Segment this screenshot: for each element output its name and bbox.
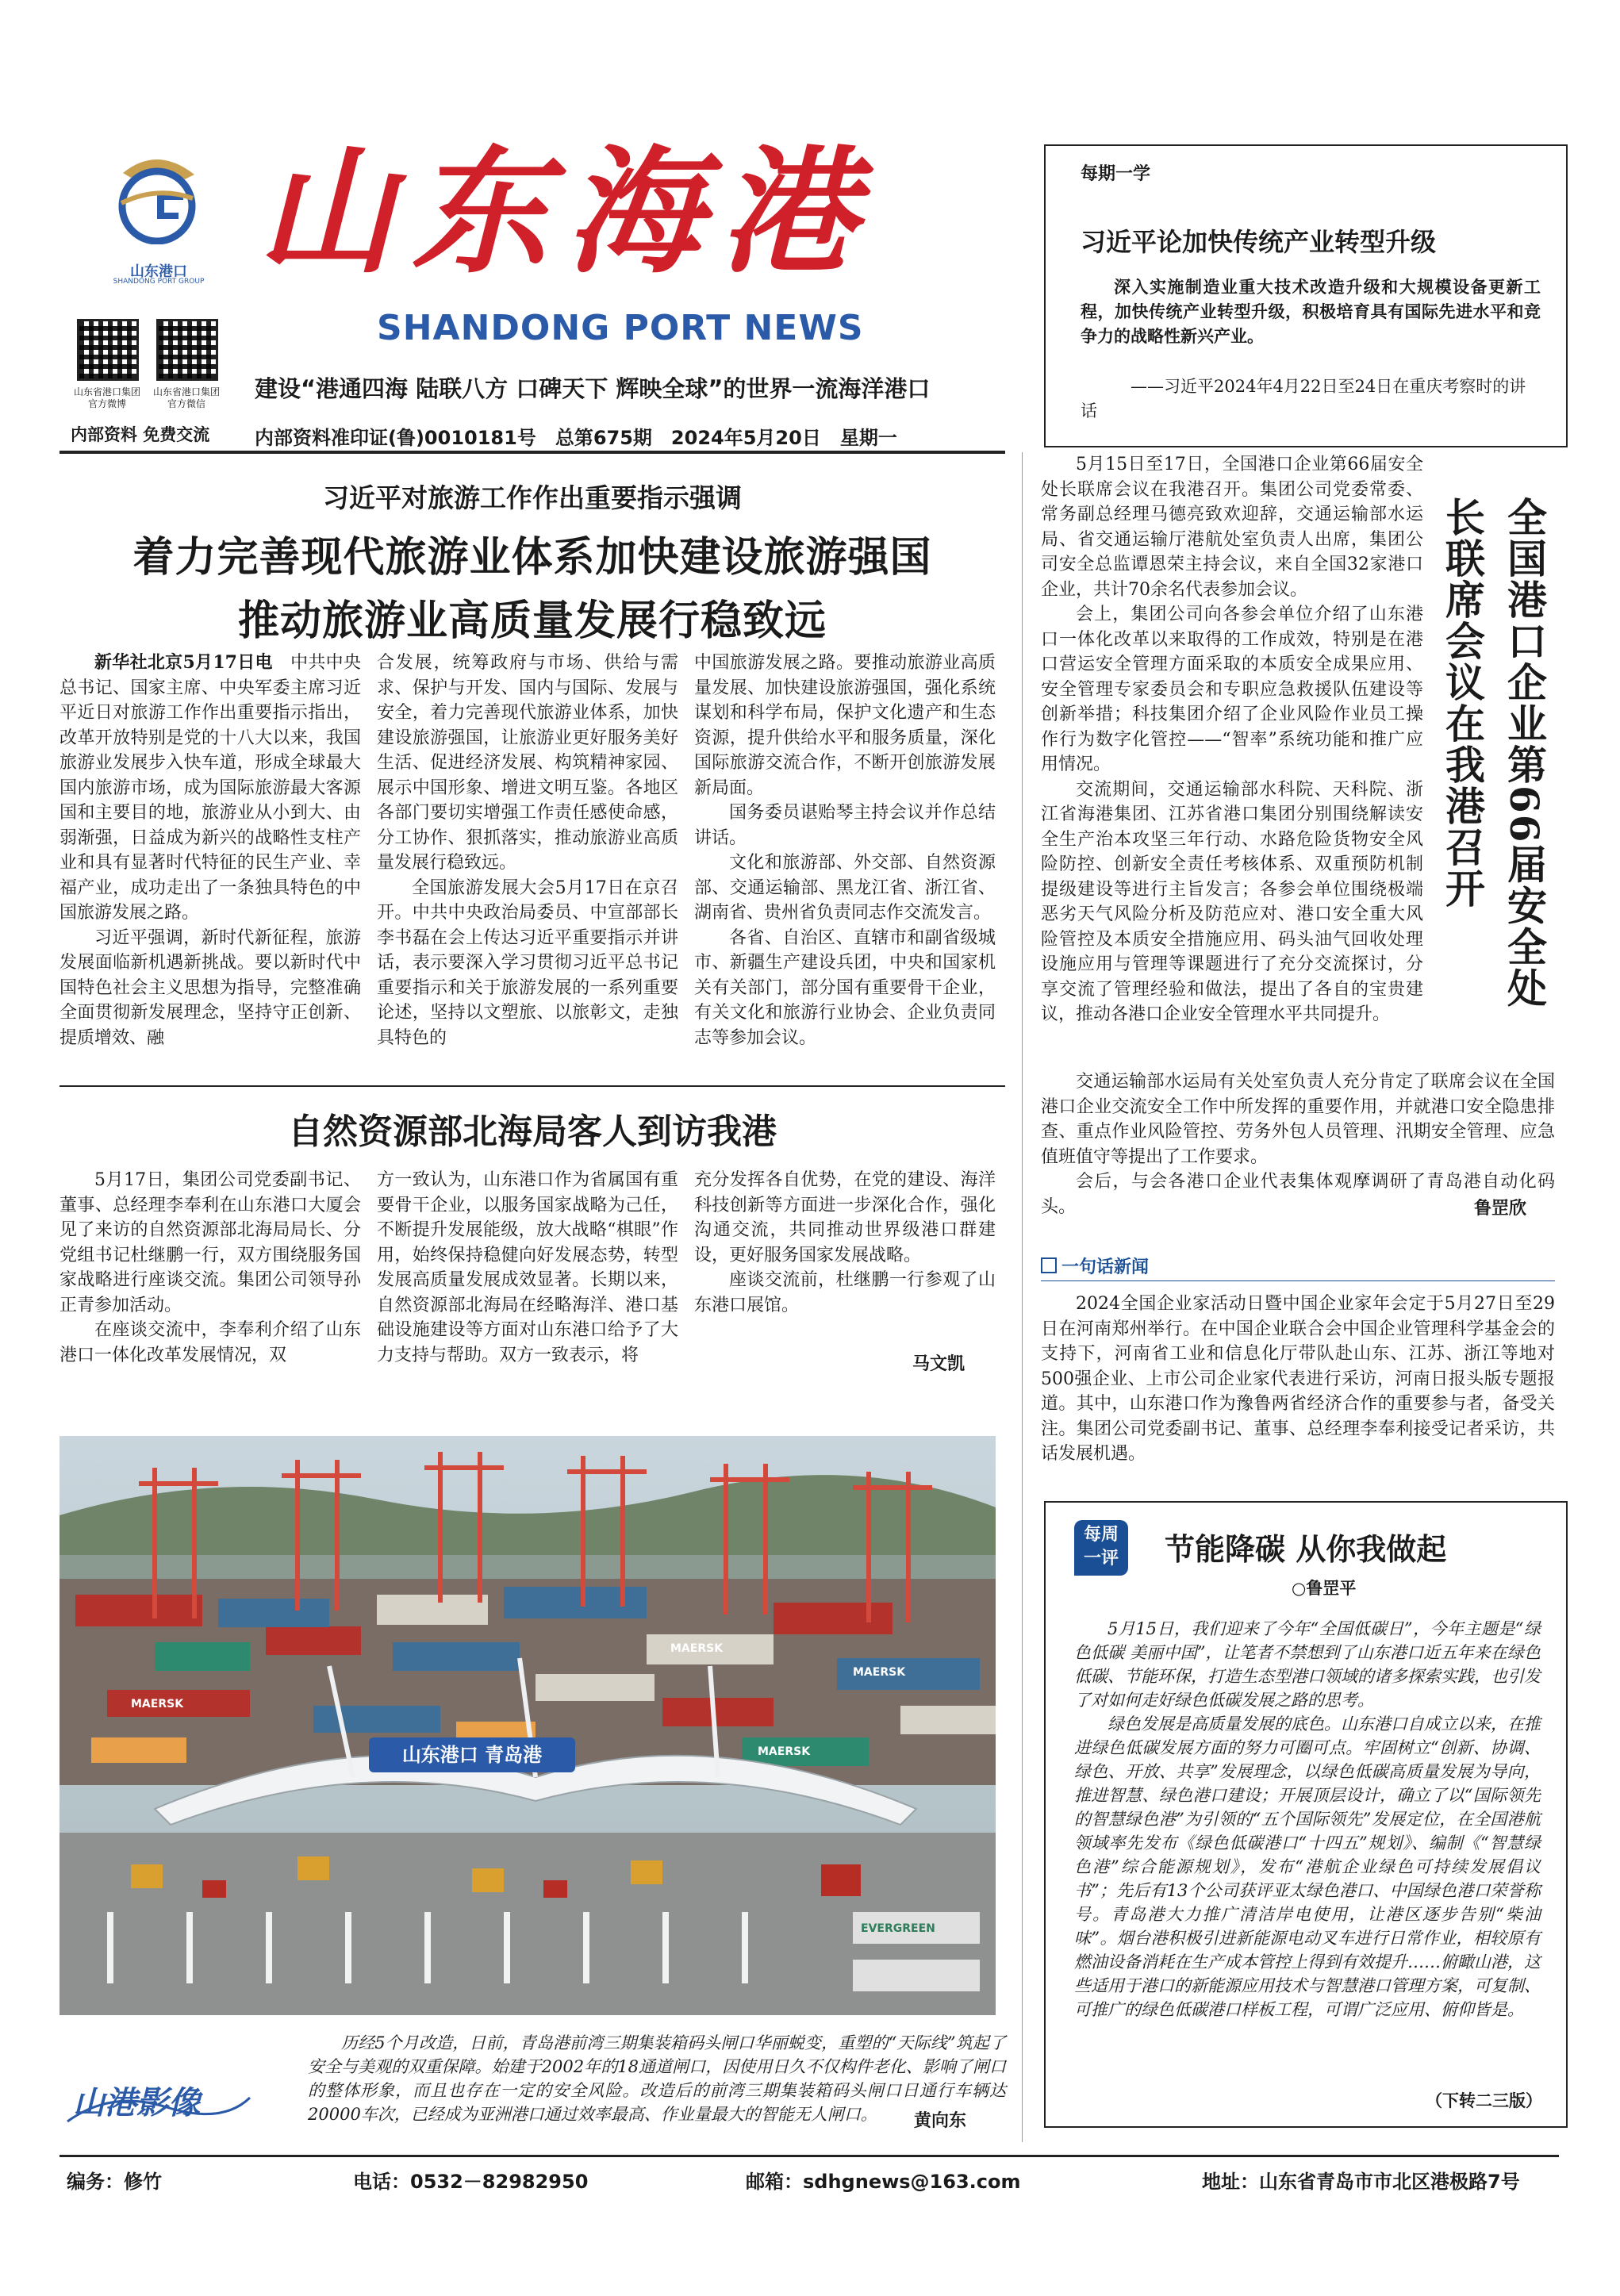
ocean-column-2: 方一致认为，山东港口作为省属国有重要骨干企业，以服务国家战略为己任，不断提升发展能级，放大战略“棋眼”作用，始终保持稳健向好发展态势，转型发展高质量发展成效显著。长期以来，自然资源部北海局在经略海洋、港口基础设施建设等方面对山东港口给予了大力支持与帮助。双方一致表示，将 (377, 1170, 678, 1365)
footer-email: 邮箱：sdhgnews@163.com (746, 2171, 1021, 2193)
photo-author: 黄向东 (914, 2110, 967, 2131)
port-meeting-headline (1428, 497, 1555, 1036)
internal-note: 内部资料 免费交流 (71, 425, 210, 444)
brief-news-body: 2024全国企业家活动日暨中国企业家年会定于5月27日至29日在河南郑州举行。在中国企业联合会中国企业管理科学基金会的支持下，河南省工业和信息化厅带队赴山东、江苏、浙江等地对500强企业、上市公司企业家代表进行采访，河南日报头版专题报道。其中，山东港口作为豫鲁两省经济合作的重要参与者，备受关注。集团公司党委副书记、董事、总经理李奉利接受记者采访，共话发展机遇。 (1041, 1294, 1555, 1464)
lead-column-2: 合发展，统筹政府与市场、供给与需求、保护与开发、国内与国际、发展与安全，着力完善现代旅游业体系，加快建设旅游强国，让旅游业更好服务美好生活、促进经济发展、构筑精神家园、展示中国形象、增进文明互鉴。各地区各部门要切实增强工作责任感使命感，分工协作、狠抓落实，推动旅游业高质量发展行稳致远。 全国旅游发展大会5月17日在京召开。中共中央政治局委员、中宣部部长李书磊在会上传达习近平重要指示并讲话，表示要深入学习贯彻习近平总书记重要指示和关于旅游发展的一系列重要论述，坚持以文塑旅、以旅彰文，走独具特色的 (377, 653, 678, 1048)
lead-headline-2: 推动旅游业高质量发展行稳致远 (237, 597, 827, 645)
wechat-qr-code[interactable] (156, 319, 218, 381)
footer-divider (60, 2155, 1559, 2157)
logo-subcaption: SHANDONG PORT GROUP (113, 278, 205, 286)
issue-line: 内部资料准印证(鲁)0010181号 总第675期 2024年5月20日 星期一 (255, 427, 897, 449)
qr2-label: 山东省港口集团官方微信 (152, 386, 220, 409)
port-meeting-author: 鲁罡欣 (1474, 1198, 1527, 1219)
ocean-bureau-headline: 自然资源部北海局客人到访我港 (288, 1112, 777, 1152)
logo-caption: 山东港口 (130, 263, 187, 280)
weekly-review-body: 5月15日，我们迎来了今年“全国低碳日”，今年主题是“绿色低碳 美丽中国”，让笔者不禁想到了山东港口近五年来在绿色低碳、节能环保，打造生态型港口领域的诸多探索实践，也引发了对如何走好绿色低碳发展之路的思考。 绿色发展是高质量发展的底色。山东港口自成立以来，在推进绿色低碳发展方面的努力可圈可点。牢固树立“创新、协调、绿色、开放、共享”发展理念，以绿色低碳高质量发展为导向，推进智慧、绿色港口建设；开展顶层设计，确立了以“国际领先的智慧绿色港”为引领的“五个国际领先”发展定位，在全国港航领域率先发布《绿色低碳港口“十四五”规划》、编制《“智慧绿色港”综合能源规划》，发布“港航企业绿色可持续发展倡议书”；先后有13个公司获评亚太绿色港口、中国绿色港口荣誉称号。青岛港大力推广清洁岸电使用，让港区逐步告别“柴油味”。烟台港积极引进新能源电动叉车进行日常作业，相较原有燃油设备消耗在生产成本管控上得到有效提升……俯瞰山港，这些适用于港口的新能源应用技术与智慧港口管理方案，可复制、可推广的绿色低碳港口样板工程，可谓广泛应用、俯仰皆是。 (1074, 1619, 1541, 2019)
container-label: MAERSK (131, 1698, 184, 1710)
weekly-review-badge: 每周 一评 (1074, 1520, 1128, 1576)
lead-divider (60, 1085, 1005, 1087)
masthead (60, 131, 1023, 460)
svg-text:山港影像: 山港影像 (73, 2084, 200, 2121)
lead-headline-1: 着力完善现代旅游业体系加快建设旅游强国 (132, 533, 932, 582)
lead-kicker: 习近平对旅游工作作出重要指示强调 (323, 482, 742, 513)
newspaper-title: 山东海港 (258, 131, 873, 292)
ocean-author: 马文凯 (912, 1353, 965, 1374)
port-meeting-headline-text: 全国港口企业第66届安全处长联席会议在我港召开 (1439, 497, 1548, 1009)
lead-column-1: 新华社北京5月17日电 中共中央总书记、国家主席、中央军委主席习近平近日对旅游工作作出重要指示指出，改革开放特别是党的十八大以来，我国旅游业发展步入快车道，形成全球最大国内旅游市场，成为国际旅游最大客源国和主要目的地，旅游业从小到大、由弱渐强，日益成为新兴的战略性支柱产业和具有显著时代特征的民生产业、幸福产业，成功走出了一条独具特色的中国旅游发展之路。 习近平强调，新时代新征程，旅游发展面临新机遇新挑战。要以新时代中国特色社会主义思想为指导，完整准确全面贯彻新发展理念，坚持守正创新、提质增效、融 (60, 652, 361, 1048)
continued-note: （下转二三版） (1426, 2091, 1542, 2110)
ocean-column-3: 充分发挥各自优势，在党的建设、海洋科技创新等方面进一步深化合作，强化沟通交流，共同推动世界级港口群建设，更好服务国家发展战略。 座谈交流前，杜继鹏一行参观了山东港口展馆。 (694, 1170, 996, 1315)
footer-phone: 电话：0532－82982950 (353, 2171, 589, 2193)
footer-address: 地址：山东省青岛市市北区港极路7号 (1202, 2171, 1520, 2193)
weekly-quote-tag: 每期一学 (1081, 163, 1151, 184)
container-label: MAERSK (853, 1666, 906, 1679)
port-meeting-body-top: 5月15日至17日，全国港口企业第66届安全处长联席会议在我港召开。集团公司党委常委、常务副总经理马德亮致欢迎辞，交通运输部水运局、省交通运输厅港航处室负责人出席，集团公司安全总监谭恩荣主持会议，来自全国32家港口企业，共计70余名代表参加会议。 会上，集团公司向各参会单位介绍了山东港口一体化改革以来取得的工作成效，特别是在港口营运安全管理方面采取的本质安全成果应用、安全管理专家委员会和专职应急救援队伍建设等创新举措；科技集团介绍了企业风险作业员工操作行为数字化管控——“智率”系统功能和推广应用情况。 交流期间，交通运输部水科院、天科院、浙江省海港集团、江苏省港口集团分别围绕解读安全生产治本攻坚三年行动、水路危险货物安全风险防控、创新安全责任考核体系、双重预防机制提级建设等进行主旨发言；各参会单位围绕极端恶劣天气风险分析及防范应对、港口安全重大风险管控及本质安全措施应用、码头油气回收处理设施应用与管理等课题进行了充分交流探讨，分享交流了管理经验和做法，提出了各自的宝贵建议，推动各港口企业安全管理水平共同提升。 (1041, 455, 1423, 1024)
weekly-review-author: ○鲁罡平 (1292, 1578, 1357, 1598)
container-label: EVERGREEN (861, 1922, 935, 1935)
weibo-qr-code[interactable] (77, 319, 139, 381)
photo-caption: 历经5个月改造，日前，青岛港前湾三期集装箱码头闸口华丽蜕变，重塑的“天际线”筑起了安全与美观的双重保障。始建于2002年的18通道闸口，因使用日久不仅构件老化、影响了闸口的整体形象，而且也存在一定的安全风险。改造后的前湾三期集装箱码头闸口日通行车辆达20000车次，已经成为亚洲港口通过效率最高、作业量最大的智能无人闸口。 (308, 2033, 1006, 2124)
masthead-divider (60, 451, 1005, 454)
weekly-review-box (1044, 1501, 1568, 2128)
newspaper-title-en: SHANDONG PORT NEWS (377, 308, 864, 348)
column-divider (1022, 452, 1023, 2142)
lead-dateline: 新华社北京5月17日电 (94, 652, 273, 673)
footer-editor: 编务：修竹 (67, 2171, 162, 2193)
lead-column-3: 中国旅游发展之路。要推动旅游业高质量发展、加快建设旅游强国，强化系统谋划和科学布局，保护文化遗产和生态资源，提升供给水平和服务质量，深化国际旅游交流合作，不断开创旅游发展新局面。 国务委员谌贻琴主持会议并作总结讲话。 文化和旅游部、外交部、自然资源部、交通运输部、黑龙江省、浙江省、湖南省、贵州省负责同志作交流发言。 各省、自治区、直辖市和副省级城市、新疆生产建设兵团，中央和国家机关有关部门，部分国有重要骨干企业，有关文化和旅游行业协会、企业负责同志等参加会议。 (694, 653, 996, 1048)
weekly-quote-source: ——习近平2024年4月22日至24日在重庆考察时的讲话 (1081, 377, 1526, 420)
container-label: MAERSK (758, 1745, 811, 1758)
brief-news-underline (1041, 1280, 1555, 1281)
brief-news-tag: 一句话新闻 (1041, 1254, 1149, 1278)
ocean-column-1: 5月17日，集团公司党委副书记、董事、总经理李奉利在山东港口大厦会见了来访的自然资源部北海局局长、分党组书记杜继鹏一行，双方围绕服务国家战略进行座谈交流。集团公司领导孙正青参加活动。 在座谈交流中，李奉利介绍了山东港口一体化改革发展情况，双 (60, 1170, 361, 1365)
square-bullet-icon (1041, 1257, 1057, 1273)
container-terminal-gate-photo (60, 1436, 996, 2015)
qr1-label: 山东省港口集团官方微博 (73, 386, 140, 409)
weekly-review-title: 节能降碳 从你我做起 (1165, 1531, 1447, 1567)
gate-sign-text: 山东港口 青岛港 (401, 1744, 543, 1766)
weekly-quote-text: 深入实施制造业重大技术改造升级和大规模设备更新工程，加快传统产业转型升级，积极培育具有国际先进水平和竞争力的战略性新兴产业。 (1081, 277, 1541, 346)
weekly-quote-box (1044, 144, 1568, 447)
slogan: 建设“港通四海 陆联八方 口碑天下 辉映全球”的世界一流海洋港口 (255, 375, 931, 402)
weekly-quote-title: 习近平论加快传统产业转型升级 (1081, 227, 1437, 257)
port-meeting-body-bottom: 交通运输部水运局有关处室负责人充分肯定了联席会议在全国港口企业交流安全工作中所发挥的重要作用，并就港口安全隐患排查、重点作业风险管控、劳务外包人员管理、汛期安全管理、应急值班值守等提出了工作要求。 会后，与会各港口企业代表集体观摩调研了青岛港自动化码头。 (1041, 1072, 1555, 1217)
shandong-port-logo (106, 149, 209, 244)
shangang-image-logo (63, 2074, 254, 2129)
container-label: MAERSK (670, 1642, 724, 1655)
